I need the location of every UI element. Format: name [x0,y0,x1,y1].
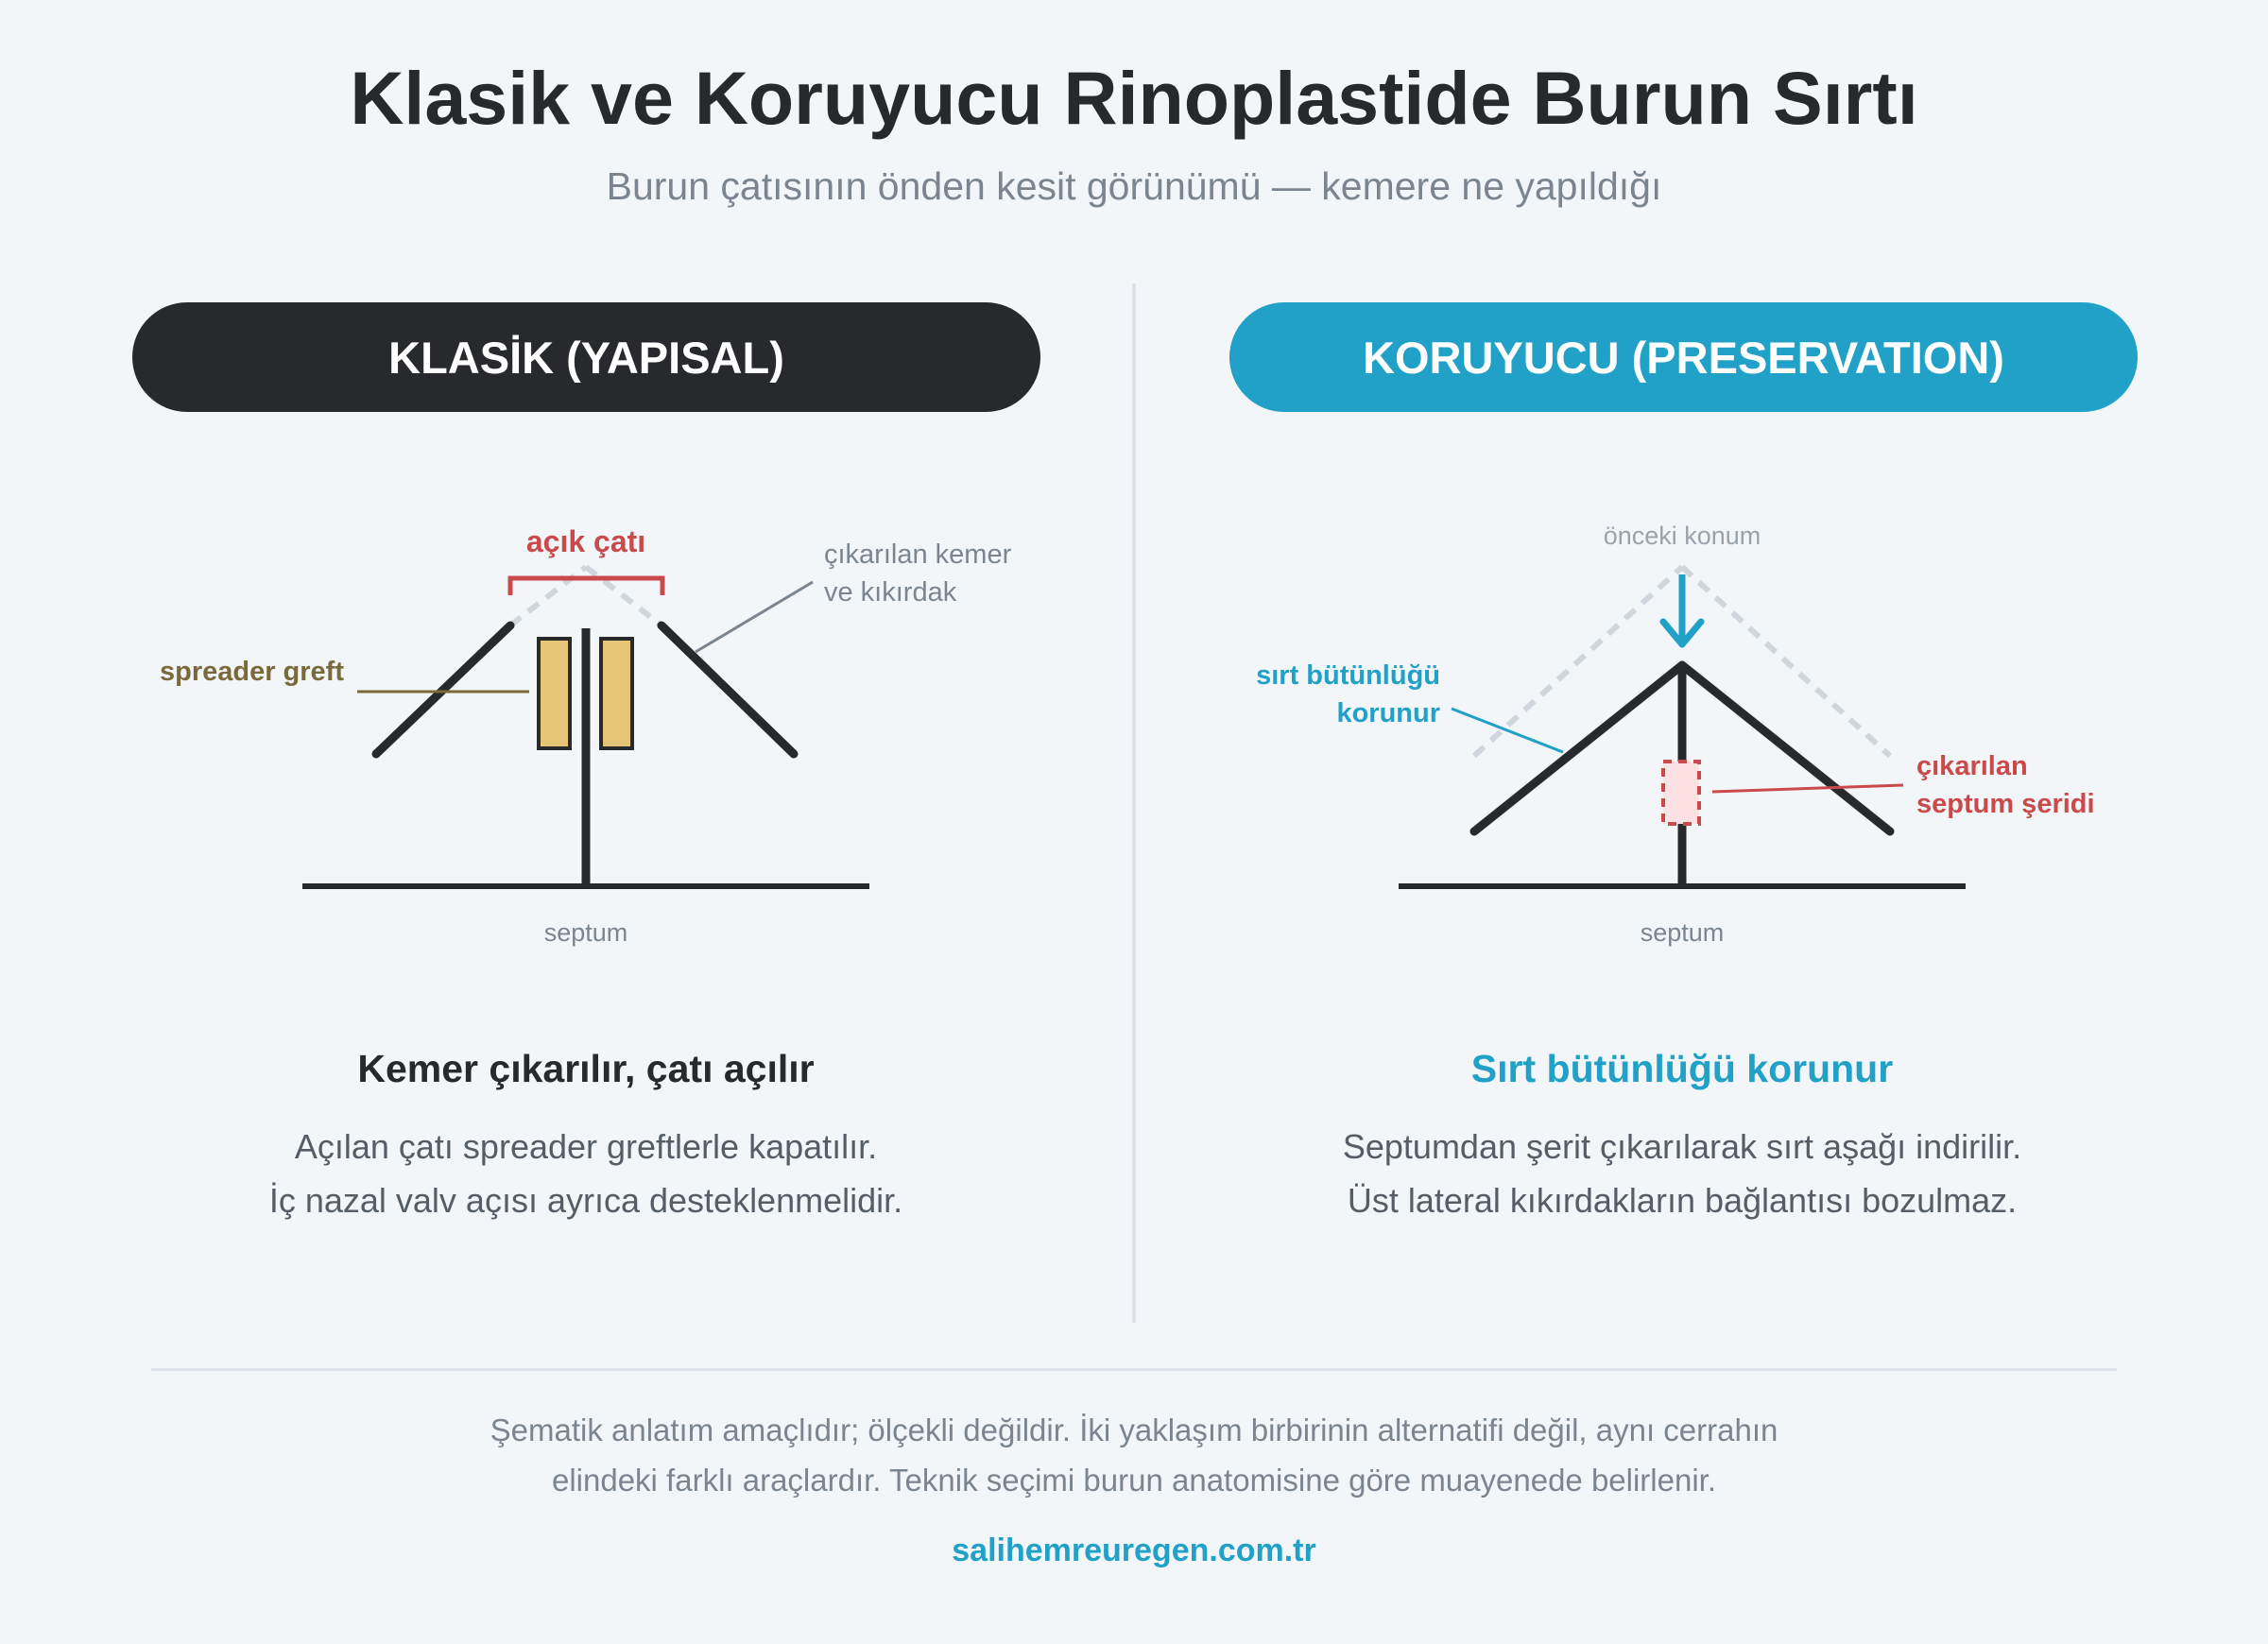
footnote [189,1405,2079,1505]
open-roof-bracket [510,578,662,595]
preservation-diagram [1256,522,2094,947]
septal-strip-label-line1: çıkarılan [1916,751,2028,781]
footer-divider [151,1368,2117,1371]
preserved-dorsum-left [1474,665,1682,831]
preservation-heading: Sırt bütünlüğü korunur [1470,1047,1894,1090]
footnote-line2: elindeki farklı araçlardır. Teknik seçimi burun anatomisine göre muayenede belirlenir. [551,1463,1717,1498]
removed-hump-leader-line [696,582,813,652]
previous-roof-left [1474,567,1682,756]
spreader-graft-left [539,639,570,748]
classic-removed-hump-left [510,567,586,625]
septal-strip-label-line2: septum şeridi [1916,789,2095,819]
preservation-description-line2: Üst lateral kıkırdakların bağlantısı bozulmaz. [1347,1181,2018,1220]
previous-roof-right [1682,567,1890,756]
spreader-graft-right [601,639,632,748]
classic-description-line1: Açılan çatı spreader greftlerle kapatılır. [294,1127,878,1166]
removed-hump-label-line1: çıkarılan kemer [824,539,1012,570]
integrity-label-line1: sırt bütünlüğü [1256,660,1440,691]
classic-septum-label: septum [543,918,628,947]
integrity-label-line2: korunur [1336,698,1440,728]
page-subtitle: Burun çatısının önden kesit görünümü — kemere ne yapıldığı [606,164,1662,208]
preserved-dorsum-right [1682,665,1890,831]
classic-description-line2: İç nazal valv açısı ayrıca desteklenmelidir. [268,1181,903,1220]
classic-badge: KLASİK (YAPISAL) [132,302,1040,412]
classic-diagram [160,524,1012,947]
classic-heading: Kemer çıkarılır, çatı açılır [357,1047,815,1090]
site-link[interactable]: salihemreuregen.com.tr [952,1533,1316,1568]
preservation-badge: KORUYUCU (PRESERVATION) [1229,302,2138,412]
integrity-leader-line [1452,709,1563,752]
previous-position-label: önceki konum [1603,522,1761,550]
removed-hump-label-line2: ve kıkırdak [824,577,957,608]
strip-leader-line [1712,785,1903,792]
classic-nasal-bone-left [376,625,510,754]
spreader-graft-label: spreader greft [159,657,344,687]
classic-description [113,1120,1058,1227]
footnote-line1: Şematik anlatım amaçlıdır; ölçekli değildir. İki yaklaşım birbirinin alternatifi değil, aynı cerrahın [490,1413,1778,1447]
classic-nasal-bone-right [662,625,794,754]
classic-removed-hump-right [586,567,662,625]
preservation-septum-label: septum [1640,918,1725,947]
preservation-description [1210,1120,2155,1227]
preservation-description-line1: Septumdan şerit çıkarılarak sırt aşağı indirilir. [1342,1127,2022,1166]
page-title: Klasik ve Koruyucu Rinoplastide Burun Sırtı [350,56,1918,140]
removed-septal-strip [1663,762,1699,824]
open-roof-label: açık çatı [525,524,646,558]
